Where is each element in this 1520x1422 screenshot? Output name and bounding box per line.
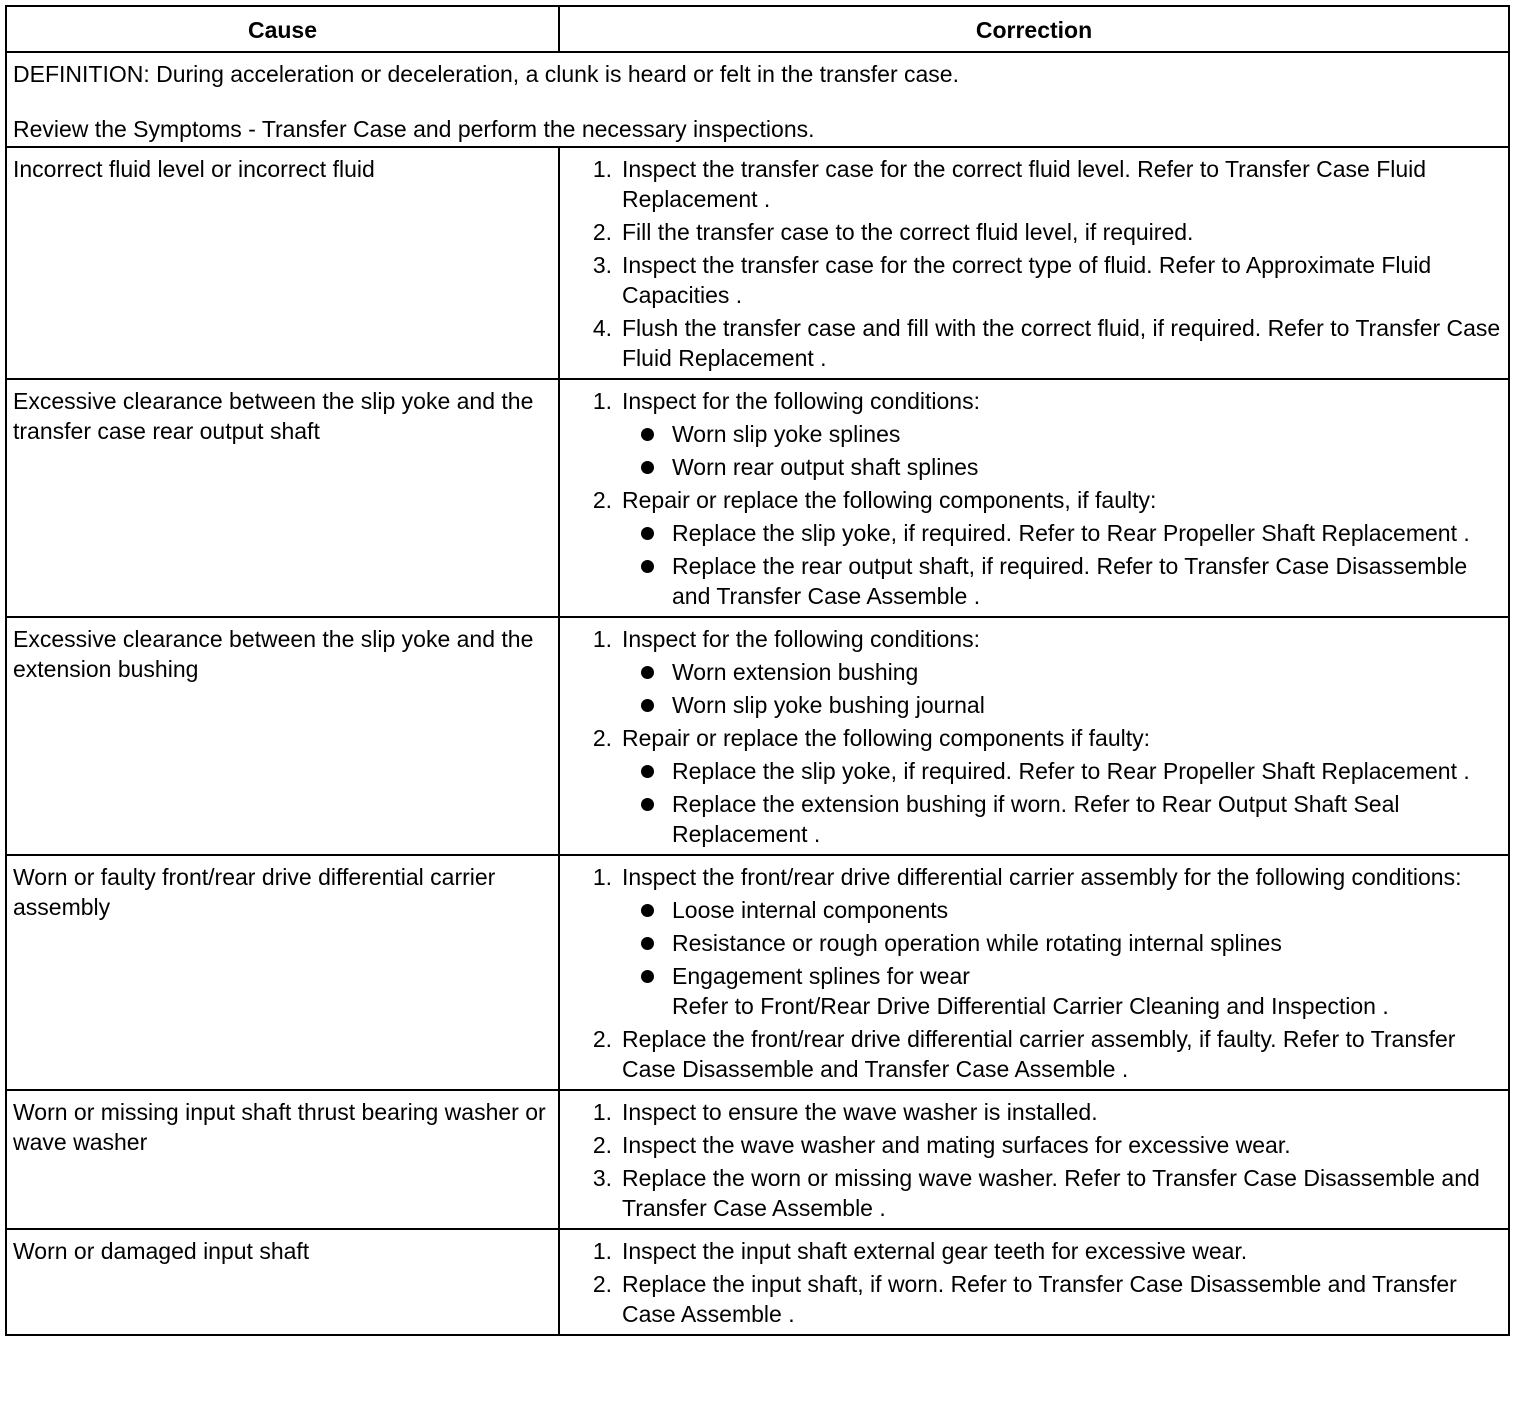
table-header-row (6, 6, 1509, 52)
step-text: Replace the front/rear drive differential carrier assembly, if faulty. Refer to Transfer Case Disassemble and Transfer Case Assemble . (622, 1026, 1456, 1082)
header-correction: Correction (559, 6, 1509, 52)
definition-cell (6, 52, 1509, 147)
bullet-icon (641, 765, 654, 778)
table-row (6, 617, 1509, 855)
step-number: 2. (592, 219, 612, 245)
step-text: Repair or replace the following components, if faulty: (622, 487, 1157, 513)
cause-cell: Worn or missing input shaft thrust bearing washer or wave washer (6, 1090, 559, 1229)
correction-step (566, 1130, 1502, 1160)
step-number: 2. (592, 1132, 612, 1158)
correction-cell (559, 855, 1509, 1090)
correction-steps (566, 624, 1502, 849)
bullet-icon (641, 970, 654, 983)
correction-cell (559, 147, 1509, 379)
bullet-icon (641, 527, 654, 540)
correction-step (566, 1163, 1502, 1223)
step-number: 1. (592, 1238, 612, 1264)
bullet-icon (641, 904, 654, 917)
list-item (622, 789, 1502, 849)
step-number: 1. (592, 1099, 612, 1125)
list-item (622, 690, 1502, 720)
bullet-text: Worn slip yoke bushing journal (672, 692, 985, 718)
correction-step (566, 485, 1502, 611)
correction-cell (559, 617, 1509, 855)
step-text: Inspect for the following conditions: (622, 626, 980, 652)
condition-list (622, 518, 1502, 611)
bullet-icon (641, 699, 654, 712)
list-item (622, 419, 1502, 449)
step-text: Inspect for the following conditions: (622, 388, 980, 414)
bullet-text: Loose internal components (672, 897, 949, 923)
step-number: 4. (592, 315, 612, 341)
step-number: 2. (592, 487, 612, 513)
bullet-icon (641, 461, 654, 474)
cause-cell: Excessive clearance between the slip yoke and the transfer case rear output shaft (6, 379, 559, 617)
step-number: 2. (592, 1026, 612, 1052)
correction-step (566, 1269, 1502, 1329)
step-text: Flush the transfer case and fill with the correct fluid, if required. Refer to Transfer Case Fluid Replacement . (622, 315, 1501, 371)
correction-steps (566, 386, 1502, 611)
bullet-icon (641, 428, 654, 441)
correction-step (566, 723, 1502, 849)
condition-list (622, 895, 1502, 1021)
step-number: 3. (592, 1165, 612, 1191)
bullet-icon (641, 937, 654, 950)
table-row (6, 1229, 1509, 1335)
correction-step (566, 217, 1502, 247)
condition-list (622, 756, 1502, 849)
correction-steps (566, 1097, 1502, 1223)
list-item (622, 452, 1502, 482)
bullet-icon (641, 560, 654, 573)
list-item (622, 551, 1502, 611)
bullet-text: Engagement splines for wear (672, 963, 970, 989)
correction-step (566, 386, 1502, 482)
step-number: 1. (592, 626, 612, 652)
definition-row (6, 52, 1509, 147)
table-row (6, 855, 1509, 1090)
list-item (622, 895, 1502, 925)
bullet-text: Worn rear output shaft splines (672, 454, 979, 480)
step-text: Inspect the transfer case for the correct type of fluid. Refer to Approximate Fluid Capacities . (622, 252, 1432, 308)
step-text: Fill the transfer case to the correct fluid level, if required. (622, 219, 1194, 245)
correction-step (566, 154, 1502, 214)
bullet-text: Replace the extension bushing if worn. Refer to Rear Output Shaft Seal Replacement . (672, 791, 1400, 847)
correction-step (566, 1097, 1502, 1127)
bullet-text: Resistance or rough operation while rotating internal splines (672, 930, 1282, 956)
condition-list (622, 657, 1502, 720)
step-text: Repair or replace the following components if faulty: (622, 725, 1151, 751)
definition-text: DEFINITION: During acceleration or deceleration, a clunk is heard or felt in the transfer case. (13, 61, 959, 87)
diagnostic-document (5, 5, 1508, 1336)
step-number: 2. (592, 1271, 612, 1297)
correction-cell (559, 379, 1509, 617)
correction-step (566, 313, 1502, 373)
bullet-text: Replace the slip yoke, if required. Refer to Rear Propeller Shaft Replacement . (672, 758, 1470, 784)
list-item (622, 961, 1502, 1021)
header-cause: Cause (6, 6, 559, 52)
review-text: Review the Symptoms - Transfer Case and perform the necessary inspections. (13, 116, 815, 142)
list-item (622, 657, 1502, 687)
list-item (622, 518, 1502, 548)
bullet-icon (641, 666, 654, 679)
step-number: 1. (592, 388, 612, 414)
diagnostic-table (5, 5, 1510, 1336)
bullet-text: Replace the slip yoke, if required. Refer to Rear Propeller Shaft Replacement . (672, 520, 1470, 546)
step-text: Replace the worn or missing wave washer. Refer to Transfer Case Disassemble and Transfer Case Assemble . (622, 1165, 1480, 1221)
step-text: Inspect to ensure the wave washer is installed. (622, 1099, 1098, 1125)
step-text: Inspect the front/rear drive differential carrier assembly for the following conditions: (622, 864, 1462, 890)
correction-step (566, 862, 1502, 1021)
correction-step (566, 1024, 1502, 1084)
condition-list (622, 419, 1502, 482)
correction-step (566, 250, 1502, 310)
step-number: 1. (592, 864, 612, 890)
step-number: 1. (592, 156, 612, 182)
list-item (622, 756, 1502, 786)
correction-step (566, 624, 1502, 720)
step-text: Replace the input shaft, if worn. Refer to Transfer Case Disassemble and Transfer Case Assemble . (622, 1271, 1457, 1327)
step-text: Inspect the transfer case for the correct fluid level. Refer to Transfer Case Fluid Replacement . (622, 156, 1427, 212)
correction-cell (559, 1090, 1509, 1229)
correction-steps (566, 154, 1502, 373)
bullet-text: Worn slip yoke splines (672, 421, 901, 447)
table-row (6, 147, 1509, 379)
cause-cell: Worn or faulty front/rear drive differential carrier assembly (6, 855, 559, 1090)
bullet-text: Replace the rear output shaft, if required. Refer to Transfer Case Disassemble and Transfer Case Assemble . (672, 553, 1468, 609)
step-number: 3. (592, 252, 612, 278)
step-text: Inspect the wave washer and mating surfaces for excessive wear. (622, 1132, 1291, 1158)
reference-note: Refer to Front/Rear Drive Differential Carrier Cleaning and Inspection . (672, 993, 1389, 1019)
correction-step (566, 1236, 1502, 1266)
bullet-text: Worn extension bushing (672, 659, 919, 685)
table-row (6, 1090, 1509, 1229)
list-item (622, 928, 1502, 958)
table-row (6, 379, 1509, 617)
correction-cell (559, 1229, 1509, 1335)
correction-steps (566, 1236, 1502, 1329)
correction-steps (566, 862, 1502, 1084)
step-text: Inspect the input shaft external gear teeth for excessive wear. (622, 1238, 1248, 1264)
cause-cell: Worn or damaged input shaft (6, 1229, 559, 1335)
cause-cell: Excessive clearance between the slip yoke and the extension bushing (6, 617, 559, 855)
step-number: 2. (592, 725, 612, 751)
bullet-icon (641, 798, 654, 811)
cause-cell: Incorrect fluid level or incorrect fluid (6, 147, 559, 379)
